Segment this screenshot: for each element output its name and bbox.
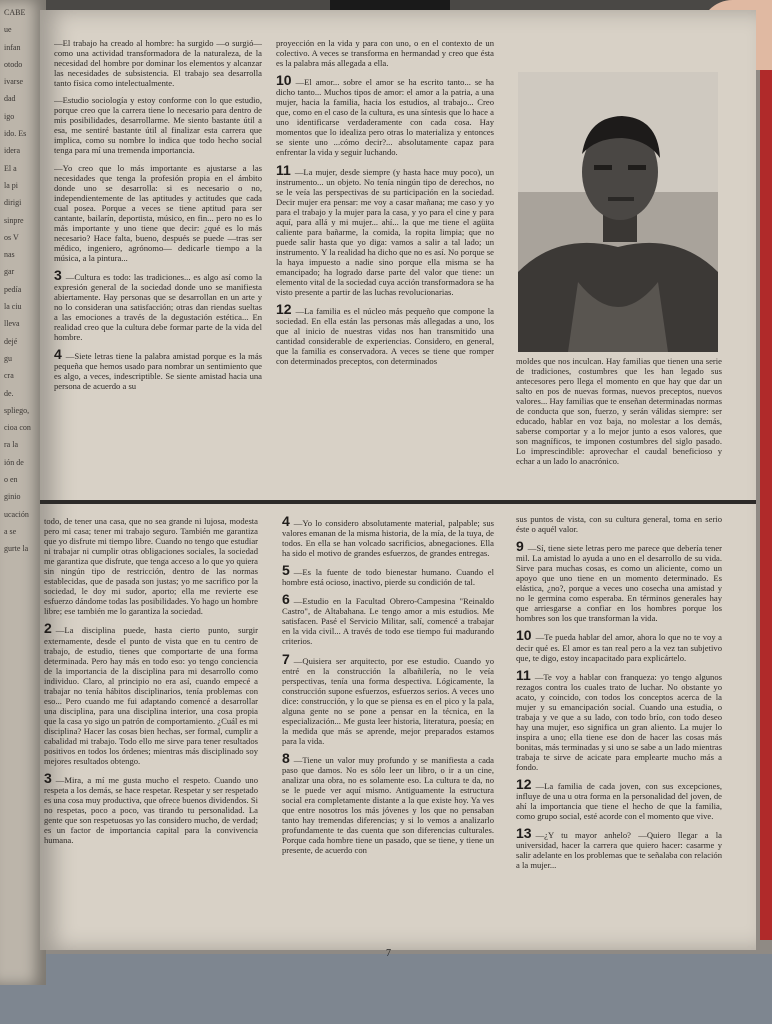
previous-page-fragment: ra la [4,440,18,450]
answer-text: sus puntos de vista, con su cultura general, toma en serio éste o aquél valor. [516,514,722,535]
question-number: 13 [516,825,532,842]
answer-paragraph [44,620,258,767]
answer-text: —Estudio sociología y estoy conforme con lo que estudio, porque creo que la carrera tiene lo necesario para dentro de mis posibilidades, desarrollarme. Me siento bastante útil a esa, me sentiré bastante útil al finalizar esta carrera que implica, como su nombre lo indica que todo hecho social tenga para mí una tremenda importancia. [54,95,262,156]
upper-column-1 [54,38,262,493]
previous-page-fragment: a se [4,526,17,536]
answer-text: —Es la fuente de todo bienestar humano. Cuando el hombre está ocioso, inactivo, pierde su condición de tal. [282,567,494,588]
previous-page-fragment: otodo [4,59,23,69]
answer-paragraph [282,591,494,647]
page-number: 7 [386,948,391,959]
answer-paragraph [516,538,722,624]
answer-text: —Quisiera ser arquitecto, por ese estudio. Cuando yo entré en la construcción la albañilería, no le veía perspectivas, tenía una forma despectiva. Lógicamente, la construcción supone esfuerzos, esfuerzos serios. A veces uno dice: construcción, y lo que se piensa es en el pico y la pala, alguna gente no se pone a pensar en la técnica, en la especialización... Me gusta leer historia, literatura, poesía; en la medida que más se aprende, mejor preparados estamos para la vida. [282,655,494,746]
previous-page-fragment: ucación [4,509,29,519]
answer-paragraph [282,562,494,588]
previous-page-fragment: gu [4,353,12,363]
previous-page-fragment: gar [4,267,15,277]
previous-page-fragment: dejé [4,336,18,346]
previous-page-fragment: ue [4,25,12,35]
answer-paragraph [54,95,262,155]
answer-text: —La mujer, desde siempre (y hasta hace muy poco), un instrumento... un objeto. No tenía ningún tipo de derechos, no se le veía las perspectivas de su participación en la sociedad. Decir mujer era pensar: me voy a casar mañana; me caso y yo para el trabajo y la mujer para la casa, y yo para el cine y para aquí, para allá y mi mujer... ahí... la que me tiene el agüita caliente para bañarme, la comida, la ropita limpia; que no puede salir hasta que yo diga: vamos a salir a tal lado; un instrumento. Y la realidad ha dicho que no es así. No porque se la haya impuesto a nadie sino porque ella misma se ha emancipado; ha logrado darse parte del valor que tiene: un elemento vital de la sociedad cuya acción transformadora se ha visto presente a partir de las luchas revolucionarias. [276,166,494,298]
photo-column-text: moldes que nos inculcan. Hay familias que tienen una serie de tradiciones, costumbres que les han legado sus antecesores pero llega el momento en que hay que dar un salto en pos de nuevas formas, nuevos preceptos, nuevos valores... Hay familias que te enseñan determinadas normas de conducta que son, fuerzo, y serán válidas siempre: ser educado, hablar en voz baja, no molestar a los demás, saberse comportar y a lo mejor junto a esos valores, que son magníficos, te imponen costumbres del siglo pasado. Lo imprescindible: aprovechar el caudal beneficioso y echar a un lado lo anacrónico. [516,356,722,467]
question-number: 10 [516,627,532,644]
previous-page-fragment: nas [4,250,15,260]
previous-page-fragment: cra [4,371,14,381]
answer-text: —Tiene un valor muy profundo y se manifiesta a cada paso que damos. No es sólo leer un libro, o ir a un cine, analizar una obra, no es solamente eso. La cultura te da, no se le puede ver aquí mismo. Antiguamente la estructura social era completamente distante a la que existe hoy. Ya ves que entre nosotros los más jóvenes y los que no pensaban tanto hay tremendas diferencias; y si lo vemos a analizarlo profundamente te das cuenta que son diferencias culturales. Porque cada hombre tiene un pasado, que se tiene, y tiene un presente, de acuerdo con [282,754,494,856]
question-number: 7 [282,650,290,667]
question-number: 10 [276,72,292,89]
question-number: 8 [282,749,290,766]
question-number: 2 [44,620,52,637]
previous-page-fragment: o en [4,475,18,485]
answer-paragraph [44,516,258,616]
answer-paragraph [54,163,262,263]
previous-page-fragment: ido. Es [4,129,27,139]
previous-page-fragment: pedía [4,284,22,294]
answer-paragraph [54,266,262,343]
previous-page-fragment: gurte la [4,544,29,554]
previous-page-fragment: CABE [4,8,26,17]
previous-page-fragment: infan [4,42,21,52]
answer-text: —Te pueda hablar del amor, ahora lo que no te voy a decir qué es. El amor es tan real pero a la vez tan subjetivo que, te digo, estoy incapacitado para explicártelo. [516,632,722,663]
answer-text: proyección en la vida y para con uno, o en el contexto de un colectivo. A veces se transforma en hermandad y creo que ésta es la palabra más allegada a ella. [276,38,494,69]
answer-text: —Estudio en la Facultad Obrero-Campesina "Reinaldo Castro", de Altabahana. Le tengo amor a mis estudios. Me satisfacen. Pasé el Servicio Militar, salí, comencé a trabajar en la vida civil... A través de todo ese tiempo fui madurando criterios. [282,596,494,647]
answer-text: —El amor... sobre el amor se ha escrito tanto... se ha dicho tanto... Muchos tipos de amor: el amor a la patria, a una mujer, hacia la familia, hacia los estudios, al trabajo... Creo que, como en el caso de la cultura, es una síntesis que lo hace a uno identificarse verdaderamente con cada cosa. Hay momentos que lo idealiza pero otras lo materializa y entonces se siente uno ...cómo decir?... absolutamente capaz para enfrentar la vida y seguir luchando. [276,77,494,158]
previous-page-fragment: ivarse [4,77,24,87]
answer-text: —¿Y tu mayor anhelo? —Quiero llegar a la universidad, hacer la carrera que quiero hacer: casarme y salir adelante en los problemas que te señalaba con relación a la mujer... [516,830,722,871]
answer-paragraph [282,516,494,558]
answer-paragraph [276,38,494,68]
answer-paragraph [516,627,722,663]
question-number: 3 [54,266,62,283]
answer-paragraph [54,346,262,392]
page-fold [40,500,756,504]
question-number: 9 [516,538,524,555]
previous-page-fragment: ginio [4,492,21,502]
lower-column-1 [44,516,258,944]
answer-text: —Mira, a mí me gusta mucho el respeto. Cuando uno respeta a los demás, se hace respetar. Respetar y ser respetado es una cosa muy productiva, que ofrece buenos dividendos. Si no respetas, poco a poco, vas tirando tu personalidad. La gente que son respetuosas yo las considero mucho, de verdad; es un factor de importancia capital para la convivencia humana. [44,775,258,846]
previous-page-fragment: lleva [4,319,20,329]
interviewee-photo [518,72,718,352]
magazine-page [40,10,756,959]
lower-column-2 [282,516,494,944]
previous-page-fragment: sinpre [4,215,24,225]
question-number: 12 [516,776,532,793]
question-number: 3 [44,770,52,787]
answer-text: —Sí, tiene siete letras pero me parece que debería tener mil. La amistad lo ayuda a uno en el desarrollo de su vida. Sirve para muchas cosas, es como un aliciente, como un apoyo que uno tiene en un momento determinado. Es elástica, ¿no?, porque a veces uno cosecha una amistad y no le germina como esperaba. En términos generales hay que arriesgarse a confiar en los hombres porque los hombres son los que transforman la vida. [516,543,722,624]
answer-paragraph [282,749,494,856]
answer-paragraph [44,770,258,846]
answer-paragraph [516,825,722,871]
question-number: 12 [276,301,292,318]
question-number: 5 [282,562,290,579]
answer-text: —La disciplina puede, hasta cierto punto, surgir externamente, desde el punto de vista que en tu centro de trabajo, de estudio, tienes que comportarte de una forma determinada. Pero hay más en todo eso: yo tengo conciencia de la importancia de la disciplina para mi desarrollo como individuo. Claro, al principio no era así, cuando empecé a trabajar no tenía hábitos disciplinarios, tenía problemas con eso... Pero cuando me fui adaptando comencé a desarrollar una disciplina, para una disciplina interior, una cosa propia que la casa yo sigo un patrón de comportamiento. ¿Cuál es mi disciplina? Hacer las cosas bien hechas, ser formal, cumplir a cabalidad mi trabajo. Todo ello me sirve para tener resultados positivos en todos los órdenes; mientras más disciplinado soy mejores resultados obtengo. [44,625,258,767]
answer-paragraph [516,776,722,822]
question-number: 4 [282,516,290,529]
red-cover-edge [760,60,772,940]
previous-page-fragment: ión de [4,457,24,467]
upper-column-2 [276,38,494,493]
previous-page-fragment: dirigi [4,198,22,208]
answer-paragraph [282,650,494,746]
previous-page-fragment: cioa con [4,423,31,433]
answer-text: —Te voy a hablar con franqueza: yo tengo algunos rezagos contra los cuales trato de luchar. No obstante yo acato, y coincido, con todos los conceptos acerca de la mujer y su emancipación social. Cuando una estudia, o trabaja y ve que a su lado, con todo brío, con todo deseo hay una mujer, eso significa un gran aliento. La mujer lo inspira a uno; ella tiene ese don de hacer las cosas más bonitas, más terminadas y si uno se sabe a un lado mientras trabaja te sirve de acicate para emplearte mucho más a fondo. [516,671,722,773]
scan-background [0,954,772,1024]
previous-page-fragment: dad [4,94,16,104]
previous-page-fragment: spliego, [4,405,30,415]
previous-page-fragment: idera [4,146,20,156]
lower-column-3 [516,514,722,944]
answer-text: —Cultura es todo: las tradiciones... es algo así como la expresión general de la sociedad donde uno se manifiesta abiertamente. Hay personas que se desarrollan en un arte y no lo consideran una satisfacción; otras dan riendas sueltas a las emociones a través de la degustación estética... En realidad creo que la cultura debe formar parte de la vida del hombre. [54,271,262,343]
answer-text: todo, de tener una casa, que no sea grande ni lujosa, modesta pero mi casa; tener mi trabajo seguro. También me garantiza que yo disfrute mi tiempo libre. Cuando no tengo que estudiar ni trabajar ni cumplir otras obligaciones sociales, la sociedad me garantiza que disfrute, que tenga acceso a lo que yo quiera sin ningún tipo de restricción, dentro de las normas establecidas, que de pasada son justas; yo me sacrifico por la sociedad, le doy mi sudor, aporto; ella me revierte ese esfuerzo dándome todas las posibilidades. Yo hago un hombre libre; ese también me lo garantiza la sociedad. [44,516,258,617]
previous-page-fragment: os V [4,232,19,242]
answer-text: —Yo creo que lo más importante es ajustarse a las necesidades que tenga la profesión propia en el ámbito donde uno se desarrolla: si es necesario o no, independientemente de las aptitudes y actitudes que cada cual posea. Porque a veces se tiene aptitud para ser cantante, bailarín, deportista, músico, en fin... pero no es lo más importante y uno tiene que decir: ¿qué es lo más necesario? Hace falta, bueno, después se puede —tras ser médico, ingeniero, agrónomo— dedicarle tiempo a la música, a la pintura... [54,162,262,263]
previous-page-fragment: la pi [4,180,18,190]
question-number: 11 [276,161,291,178]
question-number: 4 [54,346,62,363]
previous-page-fragment: de. [4,388,14,398]
answer-paragraph [54,38,262,88]
previous-page-fragment: igo [4,111,15,121]
answer-text: —El trabajo ha creado al hombre: ha surgido —o surgió— como una actividad transformadora de la naturaleza, de la necesidad del hombre por dominar los elementos y alcanzar las necesidades de subsistencia. El trabajo sea desarrolla tanto física como intelectualmente. [54,38,262,89]
answer-text: —La familia es el núcleo más pequeño que compone la sociedad. En ella están las personas más allegadas a uno, los que al inicio de nuestras vidas nos han transmitido una cantidad considerable de experiencias. Considero, en general, que la familia es conservadora. A veces se tiene que romper con determinados preceptos, con determinados [276,306,494,367]
answer-text: —Yo lo considero absolutamente material, palpable; sus valores emanan de la misma historia, de la mía, de la tuya, de todos. En ella se han volcado sacrificios, abnegaciones. Ella ha sido el motivo de grandes esfuerzos, de grandes entregas. [282,518,494,559]
answer-text: —Siete letras tiene la palabra amistad porque es la más pequeña que hemos usado para nombrar un sentimiento que es algo, a veces, indescriptible. Se siente amistad hacia una persona de acuerdo a su [54,351,262,392]
answer-paragraph [516,514,722,534]
previous-page-fragment: la ciu [4,302,22,312]
previous-page-fragment: El a [4,163,17,173]
question-number: 6 [282,591,290,608]
question-number: 11 [516,666,531,683]
answer-paragraph [516,666,722,773]
portrait-image [518,72,718,352]
answer-paragraph [276,301,494,367]
answer-paragraph [276,161,494,298]
answer-text: —La familia de cada joven, con sus excepciones, influye de una u otra forma en la personalidad del joven, de ahí la importancia que tiene el hecho de que la familia, como grupo social, esté acorde con el momento que vive. [516,781,722,822]
answer-paragraph [276,72,494,158]
